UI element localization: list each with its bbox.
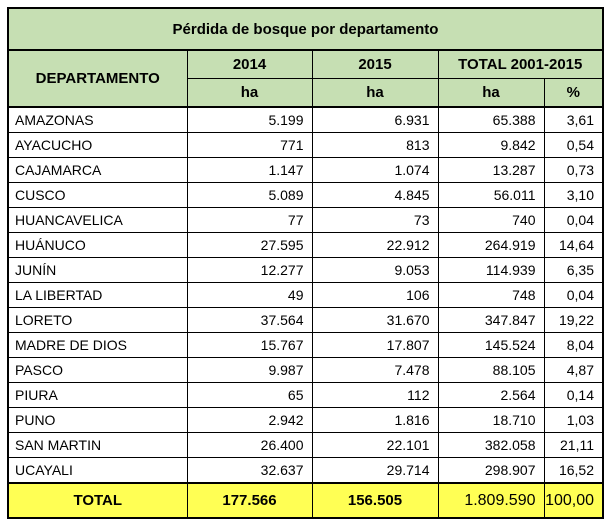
department-cell: CAJAMARCA: [8, 158, 187, 183]
total-pct-cell: 0,54: [544, 133, 603, 158]
table-row: [8, 107, 603, 133]
total-ha-cell: 56.011: [438, 183, 544, 208]
header-row-years: [8, 50, 603, 79]
ha-2014-cell: 5.089: [187, 183, 312, 208]
total-pct-cell: 14,64: [544, 233, 603, 258]
total-row: [8, 483, 603, 518]
total-pct-cell: 3,10: [544, 183, 603, 208]
ha-2015-cell: 112: [312, 383, 438, 408]
ha-2015-cell: 73: [312, 208, 438, 233]
table-row: [8, 133, 603, 158]
table-title: Pérdida de bosque por departamento: [8, 8, 603, 50]
ha-2015-cell: 813: [312, 133, 438, 158]
ha-2015-cell: 4.845: [312, 183, 438, 208]
department-cell: UCAYALI: [8, 458, 187, 484]
total-ha-cell: 740: [438, 208, 544, 233]
department-cell: CUSCO: [8, 183, 187, 208]
table-row: [8, 258, 603, 283]
ha-2014-cell: 37.564: [187, 308, 312, 333]
total-ha-grand-cell: 1.809.590: [438, 483, 544, 518]
total-ha-cell: 347.847: [438, 308, 544, 333]
total-ha-cell: 298.907: [438, 458, 544, 484]
total-ha-cell: 748: [438, 283, 544, 308]
total-ha-cell: 9.842: [438, 133, 544, 158]
ha-2014-cell: 2.942: [187, 408, 312, 433]
total-pct-cell: 6,35: [544, 258, 603, 283]
ha-2014-cell: 1.147: [187, 158, 312, 183]
ha-2014-cell: 27.595: [187, 233, 312, 258]
total-label-cell: TOTAL: [8, 483, 187, 518]
header-unit-ha-total: ha: [438, 79, 544, 108]
total-ha-cell: 382.058: [438, 433, 544, 458]
total-pct-cell: 4,87: [544, 358, 603, 383]
table-row: [8, 408, 603, 433]
department-cell: JUNÍN: [8, 258, 187, 283]
total-ha-cell: 2.564: [438, 383, 544, 408]
ha-2014-cell: 5.199: [187, 107, 312, 133]
ha-2014-cell: 12.277: [187, 258, 312, 283]
department-cell: MADRE DE DIOS: [8, 333, 187, 358]
ha-2014-cell: 771: [187, 133, 312, 158]
total-ha-cell: 114.939: [438, 258, 544, 283]
table-row: [8, 383, 603, 408]
table-row: [8, 233, 603, 258]
department-cell: AYACUCHO: [8, 133, 187, 158]
ha-2015-cell: 9.053: [312, 258, 438, 283]
ha-2015-cell: 6.931: [312, 107, 438, 133]
table-row: [8, 433, 603, 458]
ha-2015-cell: 1.074: [312, 158, 438, 183]
total-pct-cell: 3,61: [544, 107, 603, 133]
ha-2014-cell: 26.400: [187, 433, 312, 458]
ha-2015-cell: 31.670: [312, 308, 438, 333]
ha-2014-cell: 77: [187, 208, 312, 233]
header-unit-ha-2014: ha: [187, 79, 312, 108]
total-pct-cell: 16,52: [544, 458, 603, 484]
table-row: [8, 283, 603, 308]
table-body: [8, 107, 603, 483]
department-cell: LORETO: [8, 308, 187, 333]
header-unit-ha-2015: ha: [312, 79, 438, 108]
total-ha-cell: 145.524: [438, 333, 544, 358]
total-pct-cell: 8,04: [544, 333, 603, 358]
total-pct-cell: 21,11: [544, 433, 603, 458]
total-2015-cell: 156.505: [312, 483, 438, 518]
ha-2014-cell: 49: [187, 283, 312, 308]
header-year-2014: 2014: [187, 50, 312, 79]
total-pct-cell: 0,04: [544, 208, 603, 233]
header-unit-percent: %: [544, 79, 603, 108]
title-row: [8, 8, 603, 50]
forest-loss-table-container: [7, 7, 604, 519]
header-department: DEPARTAMENTO: [8, 50, 187, 107]
table-row: [8, 333, 603, 358]
ha-2014-cell: 9.987: [187, 358, 312, 383]
total-pct-cell: 0,73: [544, 158, 603, 183]
table-row: [8, 158, 603, 183]
department-cell: PASCO: [8, 358, 187, 383]
ha-2015-cell: 17.807: [312, 333, 438, 358]
ha-2015-cell: 1.816: [312, 408, 438, 433]
forest-loss-table: [7, 7, 604, 519]
ha-2015-cell: 22.101: [312, 433, 438, 458]
total-pct-cell: 0,14: [544, 383, 603, 408]
table-row: [8, 308, 603, 333]
total-ha-cell: 88.105: [438, 358, 544, 383]
total-ha-cell: 65.388: [438, 107, 544, 133]
total-percent-cell: 100,00: [544, 483, 603, 518]
total-pct-cell: 1,03: [544, 408, 603, 433]
table-row: [8, 458, 603, 484]
total-pct-cell: 19,22: [544, 308, 603, 333]
header-year-2015: 2015: [312, 50, 438, 79]
total-ha-cell: 18.710: [438, 408, 544, 433]
ha-2014-cell: 15.767: [187, 333, 312, 358]
ha-2015-cell: 22.912: [312, 233, 438, 258]
ha-2014-cell: 65: [187, 383, 312, 408]
ha-2015-cell: 29.714: [312, 458, 438, 484]
department-cell: SAN MARTIN: [8, 433, 187, 458]
header-total-span: TOTAL 2001-2015: [438, 50, 603, 79]
department-cell: PIURA: [8, 383, 187, 408]
department-cell: HUÁNUCO: [8, 233, 187, 258]
department-cell: HUANCAVELICA: [8, 208, 187, 233]
total-ha-cell: 13.287: [438, 158, 544, 183]
department-cell: PUNO: [8, 408, 187, 433]
ha-2014-cell: 32.637: [187, 458, 312, 484]
total-ha-cell: 264.919: [438, 233, 544, 258]
ha-2015-cell: 7.478: [312, 358, 438, 383]
total-2014-cell: 177.566: [187, 483, 312, 518]
department-cell: LA LIBERTAD: [8, 283, 187, 308]
table-row: [8, 208, 603, 233]
total-pct-cell: 0,04: [544, 283, 603, 308]
table-row: [8, 358, 603, 383]
table-row: [8, 183, 603, 208]
ha-2015-cell: 106: [312, 283, 438, 308]
department-cell: AMAZONAS: [8, 107, 187, 133]
